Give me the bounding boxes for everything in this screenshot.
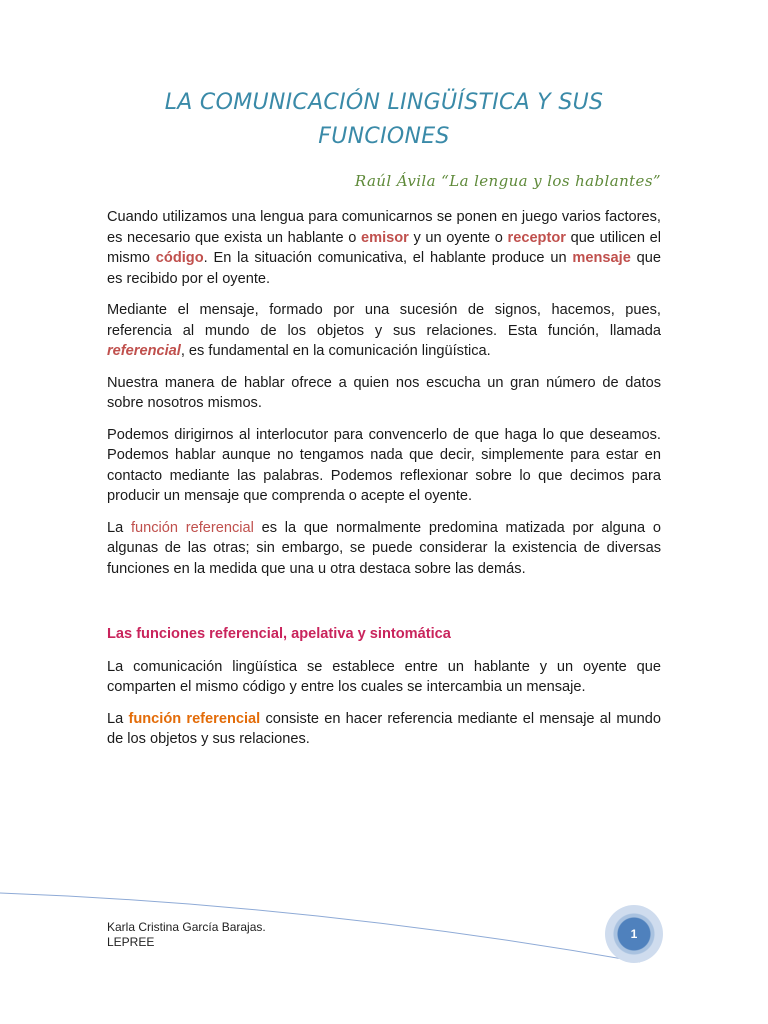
paragraph-5 xyxy=(107,518,661,580)
text-run: que utilicen el mismo xyxy=(107,229,661,266)
title-line-2: FUNCIONES xyxy=(318,124,450,149)
title-line-1: LA COMUNICACIÓN LINGÜÍSTICA Y SUS xyxy=(164,90,604,115)
footer-author: Karla Cristina García Barajas. xyxy=(107,920,266,934)
body-text xyxy=(107,207,661,761)
text-run: , es fundamental en la comunicación lingüística. xyxy=(180,343,491,359)
text-run: Cuando utilizamos una lengua para comunicarnos se ponen en juego varios factores, es necesario que exista un hablante o xyxy=(107,209,661,246)
keyword-funcion-referencial: función referencial xyxy=(130,519,254,536)
footer-org: LEPREE xyxy=(107,935,155,949)
keyword-codigo: código xyxy=(155,250,204,266)
keyword-referencial: referencial xyxy=(107,343,181,359)
text-run: Mediante el mensaje, formado por una sucesión de signos, hacemos, pues, referencia al mundo de los objetos y sus relaciones. Esta función, llamada xyxy=(107,302,661,339)
text-run: es la que normalmente predomina matizada por alguna o algunas de las otras; sin embargo, se puede considerar la existencia de diversas funciones en la medida que una u otra destaca sobre las demás. xyxy=(107,519,661,577)
keyword-funcion-referencial-2: función referencial xyxy=(128,710,261,727)
text-run: La xyxy=(107,710,129,727)
document-title xyxy=(107,86,661,154)
paragraph-6: La comunicación lingüística se establece entre un hablante y un oyente que comparten el mismo código y entre los cuales se intercambia un mensaje. xyxy=(107,658,661,695)
text-run: . En la situación comunicativa, el hablante produce un xyxy=(203,250,573,266)
keyword-receptor: receptor xyxy=(507,229,566,246)
text-run: consiste en hacer referencia mediante el mensaje al mundo de los objetos y sus relaciones. xyxy=(107,710,661,747)
author-citation: Raúl Ávila “La lengua y los hablantes” xyxy=(354,172,661,190)
paragraph-7 xyxy=(107,709,661,750)
paragraph-4: Podemos dirigirnos al interlocutor para convencerlo de que haga lo que deseamos. Podemos hablar aunque no tengamos nada que decir, simplemente para estar en contacto mediante las palabras. Podemos reflexionar sobre lo que decimos para producir un mensaje que comprenda o acepte el oyente. xyxy=(107,426,661,504)
text-run: La xyxy=(107,519,131,536)
page-number: 1 xyxy=(630,927,638,941)
text-run: que es recibido por el oyente. xyxy=(107,250,662,287)
section-subheading: Las funciones referencial, apelativa y sintomática xyxy=(107,626,451,642)
footer xyxy=(107,920,266,950)
paragraph-3: Nuestra manera de hablar ofrece a quien nos escucha un gran número de datos sobre nosotros mismos. xyxy=(107,374,661,411)
paragraph-2 xyxy=(107,300,661,362)
text-run: y un oyente o xyxy=(408,229,508,246)
page-number-badge xyxy=(605,905,663,963)
keyword-emisor: emisor xyxy=(361,229,409,246)
keyword-mensaje: mensaje xyxy=(572,250,631,266)
paragraph-1 xyxy=(107,207,661,289)
